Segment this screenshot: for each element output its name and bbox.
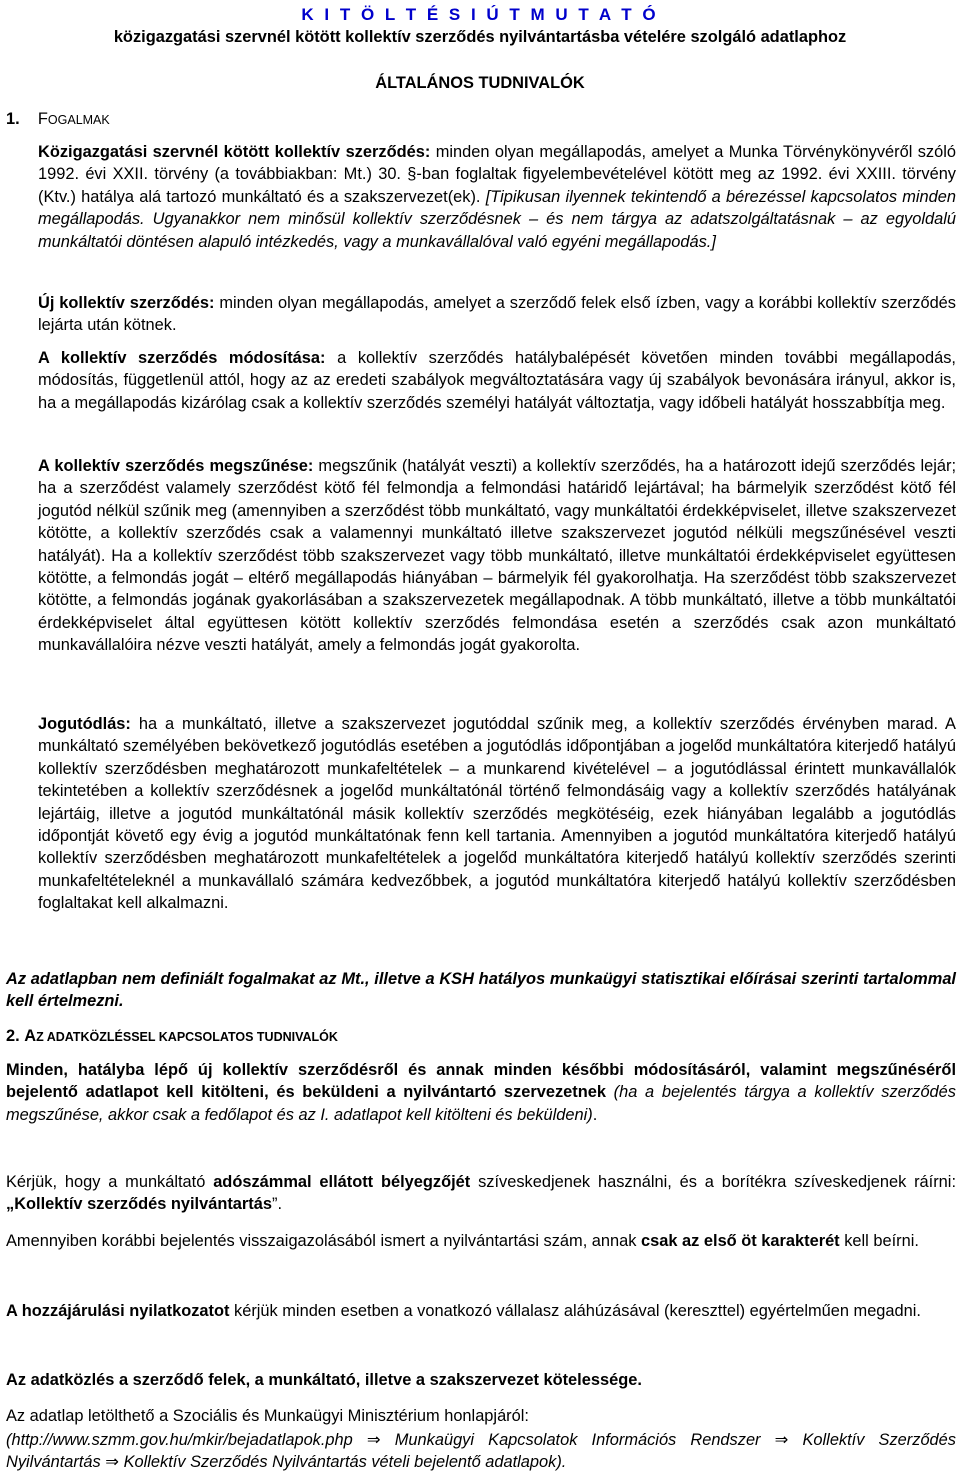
definition-term: Jogutódlás:: [38, 715, 131, 733]
definition-term: A kollektív szerződés módosítása:: [38, 349, 326, 367]
paragraph-hozzajarulas: A hozzájárulási nyilatkozatot kérjük minden esetben a vonatkozó vállalasz aláhúzásával (kereszttel) egyértelműen megadni.: [6, 1302, 921, 1320]
section-1-cap: F: [37, 110, 48, 128]
arrow-icon: ⇒: [774, 1430, 789, 1449]
section-1-number: 1.: [6, 110, 20, 128]
paragraph-nyilvantartasi-szam: Amennyiben korábbi bejelentés visszaigazolásából ismert a nyilvántartási szám, annak csak az első öt karakterét kell beírni.: [6, 1232, 919, 1250]
definition-uj-kollektiv-szerzodes: [38, 292, 956, 337]
definition-megszunes: [38, 455, 956, 657]
section-1-heading: [6, 108, 110, 131]
paragraph-bejelentes: Minden, hatályba lépő új kollektív szerződésről és annak minden későbbi módosításáról, valamint megszűnéséről bejelentő adatlapot kell kitölteni, és beküldeni a nyilvántartó szervezetnek (ha a bejelentés tárgya a kollektív szerződés megszűnése, akkor csak a fedőlapot és az I. adatlapot kell kitölteni és beküldeni).: [6, 1061, 956, 1124]
section-2-heading: [6, 1025, 338, 1048]
paragraph-italic: (ha a bejelentés tárgya a kollektív szerződés megszűnése, akkor csak a fedőlapot és az I. adatlapot kell kitölteni és beküldeni): [6, 1083, 956, 1124]
section-2-rest: Z ADATKÖZLÉSSEL KAPCSOLATOS TUDNIVALÓK: [36, 1030, 338, 1044]
definition-kozigazgatasi-kollektiv-szerzodes: [38, 141, 956, 253]
paragraph-letoltes: Az adatlap letölthető a Szociális és Munkaügyi Minisztérium honlapjáról:: [6, 1407, 529, 1425]
terms-note: Az adatlapban nem definiált fogalmakat az Mt., illetve a KSH hatályos munkaügyi statisztikai előírásai szerinti tartalommal kell értelmezni.: [6, 970, 956, 1011]
definition-text: a kollektív szerződés hatálybalépését követően minden további megállapodás, módosítás, függetlenül attól, hogy az az eredeti szabályok megváltoztatására vagy új szabályok bevonására irányul, akkor is, ha a megállapodás kizárólag csak a kollektív szerződés személyi hatályát változtatja, vagy időbeli hatályát hosszabbítja meg.: [38, 349, 956, 412]
definition-text: megszűnik (hatályát veszti) a kollektív szerződés, ha a határozott idejű szerződés lejár; ha a szerződést valamely szerződést kötő fél felmondja a felmondási határidő lejártával; ha bármelyik szerződést kötő fél jogutód nélkül szűnik meg (amennyiben a szerződést több munkáltató, vagy munkáltatói érdekképviselet, illetve szakszervezet kötötte, a kollektív szerződés csak a valamennyi munkáltató illetve szakszervezet jogutód nélküli megszűnésével veszti hatályát). Ha a kollektív szerződést több szakszervezet vagy több munkáltató, illetve munkáltatói érdekképviselet együttesen kötötte, a felmondás jogát – eltérő megállapodás hiányában – bármelyik fél gyakorolhatja. Ha szerződést több szakszervezet kötötte, a felmondás jogának gyakorlásában a szakszervezetek megállapodnak. A több munkáltató, illetve a több munkáltatói érdekképviselet által együttesen kötött kollektív szerződés felmondása esetén a szerződés csak azon munkáltató munkavállalóira nézve veszti hatályát, amely a felmondás jogát gyakorolta.: [38, 457, 956, 655]
arrow-icon: ⇒: [105, 1452, 120, 1472]
document-title: K I T Ö L T É S I Ú T M U T A T Ó: [301, 5, 659, 24]
arrow-icon: ⇒: [366, 1430, 381, 1449]
definition-text: minden olyan megállapodás, amelyet a Munka Törvénykönyvéről szóló 1992. évi XXII. törvény (a továbbiakban: Mt.) 30. §-ban foglaltak figyelembevételével kötött meg az 1992. évi XXIII. törvény (Ktv.) hatálya alá tartozó munkáltató és a szakszervezet(ek).: [38, 143, 957, 206]
download-link[interactable]: (http://www.szmm.gov.hu/mkir/bejadatlapok.php: [6, 1431, 353, 1449]
definition-note: [Tipikusan ilyennek tekintendő a bérezéssel kapcsolatos minden megállapodás. Ugyanakkor nem minősül kollektív szerződésnek – és nem tárgya az adatszolgáltatásnak – az egyoldalú munkáltatói döntésen alapuló intézkedés, vagy a munkavállalóval való egyéni megállapodás.]: [38, 187, 956, 251]
section-1-rest: OGALMAK: [47, 113, 110, 127]
definition-text: ha a munkáltató, illetve a szakszervezet jogutóddal szűnik meg, a kollektív szerződés érvényben marad. A munkáltató személyében bekövetkező jogutódlás esetében a jogutódlás időpontjában a jogelőd munkáltatóra kiterjedő hatályú kollektív szerződésben meghatározott munkafeltételek – a munkarend kivételével – a jogutódlással érintett munkavállalók tekintetében a kollektív szerződésnek a jogelőd munkáltatónál történő felmondásáig vagy a kollektív szerződés hatályának lejártáig, illetve a jogutód munkáltatónál másik kollektív szerződés megkötéséig, ezek hiányában legalább a jogutódlás időpontját követő egy évig a jogutód munkáltatónak fenn kell tartania. Amennyiben a jogutód munkáltatóra kiterjedő hatályú kollektív szerződésben meghatározott munkafeltételek a jogelőd munkáltatóra kiterjedő hatályú kollektív szerződés szerinti munkafeltételeknél a munkavállaló számára kedvezőbbek, a jogutód munkáltatóra kiterjedő hatályú kollektív szerződésben foglaltakat kell alkalmazni.: [38, 715, 956, 913]
section-2-cap: A: [24, 1027, 37, 1045]
definition-jogutodlas: [38, 713, 956, 915]
definition-term: Közigazgatási szervnél kötött kollektív szerződés:: [38, 143, 431, 161]
document-subtitle: közigazgatási szervnél kötött kollektív szerződés nyilvántartásba vételére szolgáló adatlaphoz: [113, 28, 847, 46]
paragraph-bold: Minden, hatályba lépő új kollektív szerződésről és annak minden későbbi módosításáról, valamint megszűnéséről bejelentő adatlapot kell kitölteni, és beküldeni a nyilvántartó szervezetnek: [6, 1061, 956, 1102]
download-path: (http://www.szmm.gov.hu/mkir/bejadatlapok.php ⇒ Munkaügyi Kapcsolatok Információs Rendszer ⇒ Kollektív Szerződés Nyilvántartás ⇒ Kollektív Szerződés Nyilvántartás vételi bejelentő adatlapok).: [6, 1430, 956, 1472]
definition-term: Új kollektív szerződés:: [38, 294, 215, 312]
paragraph-kotelesseg: Az adatközlés a szerződő felek, a munkáltató, illetve a szakszervezet kötelessége.: [6, 1371, 642, 1389]
section-2-number: 2.: [6, 1027, 20, 1045]
definition-term: A kollektív szerződés megszűnése:: [38, 457, 314, 475]
general-heading: ÁLTALÁNOS TUDNIVALÓK: [375, 74, 585, 92]
paragraph-belyegzo: Kérjük, hogy a munkáltató adószámmal ellátott bélyegzőjét szíveskedjenek használni, és a borítékra szíveskedjenek ráírni: „Kollektív szerződés nyilvántartás”.: [6, 1173, 956, 1214]
definition-text: minden olyan megállapodás, amelyet a szerződő felek első ízben, vagy a korábbi kollektív szerződés lejárta után kötnek.: [38, 294, 956, 335]
definition-modositas: [38, 347, 956, 414]
